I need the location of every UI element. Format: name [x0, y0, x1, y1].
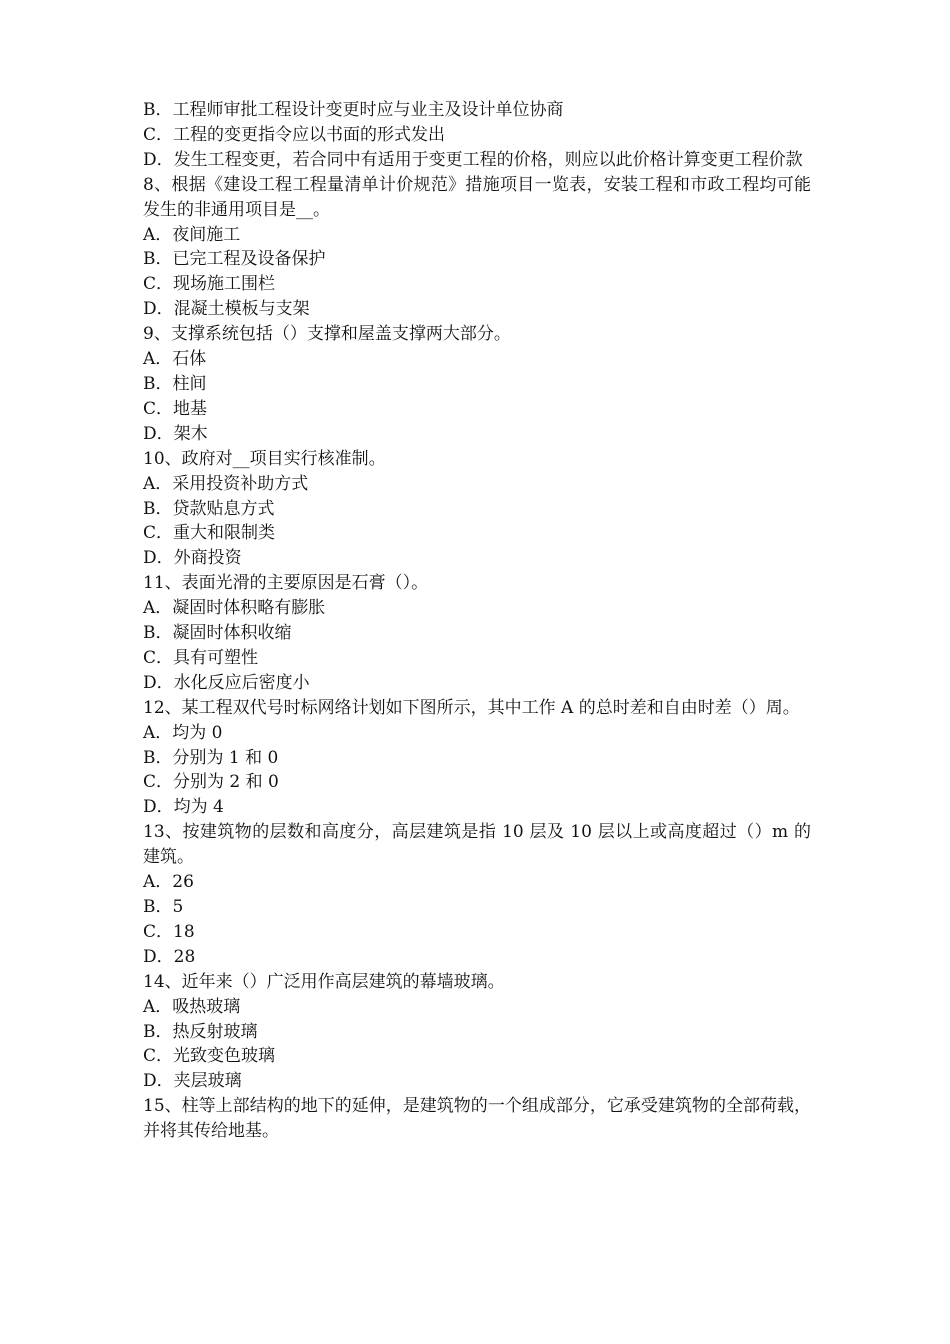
- q8-option-b: B．已完工程及设备保护: [143, 249, 326, 270]
- q12-option-b: B．分别为 1 和 0: [143, 747, 279, 768]
- q8-option-d: D．混凝土模板与支架: [143, 299, 310, 320]
- question-9: 9、支撑系统包括（）支撑和屋盖支撑两大部分。: [143, 324, 511, 345]
- q10-option-d: D．外商投资: [143, 548, 242, 569]
- option-b-line: B．工程师审批工程设计变更时应与业主及设计单位协商: [143, 100, 564, 120]
- q12-option-c: C．分别为 2 和 0: [143, 772, 279, 793]
- q9-option-c: C．地基: [143, 398, 208, 419]
- question-14: 14、近年来（）广泛用作高层建筑的幕墙玻璃。: [143, 971, 505, 992]
- q10-option-a: A．采用投资补助方式: [143, 473, 309, 494]
- q13-option-d: D．28: [143, 946, 196, 967]
- q11-option-d: D．水化反应后密度小: [143, 672, 310, 693]
- q9-option-a: A．石体: [143, 349, 207, 370]
- q14-option-d: D．夹层玻璃: [143, 1071, 242, 1092]
- q8-option-c: C．现场施工围栏: [143, 274, 276, 295]
- question-11: 11、表面光滑的主要原因是石膏（）。: [143, 573, 429, 594]
- option-c-line: C．工程的变更指令应以书面的形式发出: [143, 124, 446, 145]
- q8-option-a: A．夜间施工: [143, 224, 241, 245]
- q13-option-a: A．26: [143, 872, 194, 893]
- question-12: 12、某工程双代号时标网络计划如下图所示，其中工作 A 的总时差和自由时差（）周。: [143, 697, 800, 718]
- q10-option-c: C．重大和限制类: [143, 523, 276, 544]
- question-13: 13、按建筑物的层数和高度分，高层建筑是指 10 层及 10 层以上或高度超过（）m 的建筑。: [143, 822, 811, 868]
- q13-option-c: C．18: [143, 921, 195, 942]
- question-10: 10、政府对__项目实行核准制。: [143, 448, 386, 469]
- q14-option-c: C．光致变色玻璃: [143, 1046, 276, 1067]
- q11-option-a: A．凝固时体积略有膨胀: [143, 598, 326, 619]
- option-d-line: D．发生工程变更，若合同中有适用于变更工程的价格，则应以此价格计算变更工程价款: [143, 149, 803, 170]
- q14-option-a: A．吸热玻璃: [143, 996, 241, 1017]
- q12-option-a: A．均为 0: [143, 722, 223, 743]
- q13-option-b: B．5: [143, 897, 184, 917]
- question-8: 8、根据《建设工程工程量清单计价规范》措施项目一览表，安装工程和市政工程均可能发生的非通用项目是__。: [143, 174, 811, 220]
- q9-option-d: D．架木: [143, 423, 208, 444]
- document-text: [143, 98, 811, 1144]
- q11-option-b: B．凝固时体积收缩: [143, 623, 292, 644]
- q9-option-b: B．柱间: [143, 373, 207, 394]
- q12-option-d: D．均为 4: [143, 797, 224, 818]
- q10-option-b: B．贷款贴息方式: [143, 498, 275, 519]
- q11-option-c: C．具有可塑性: [143, 647, 259, 668]
- q14-option-b: B．热反射玻璃: [143, 1021, 258, 1042]
- question-15: 15、柱等上部结构的地下的延伸，是建筑物的一个组成部分，它承受建筑物的全部荷载，并将其传给地基。: [143, 1096, 811, 1142]
